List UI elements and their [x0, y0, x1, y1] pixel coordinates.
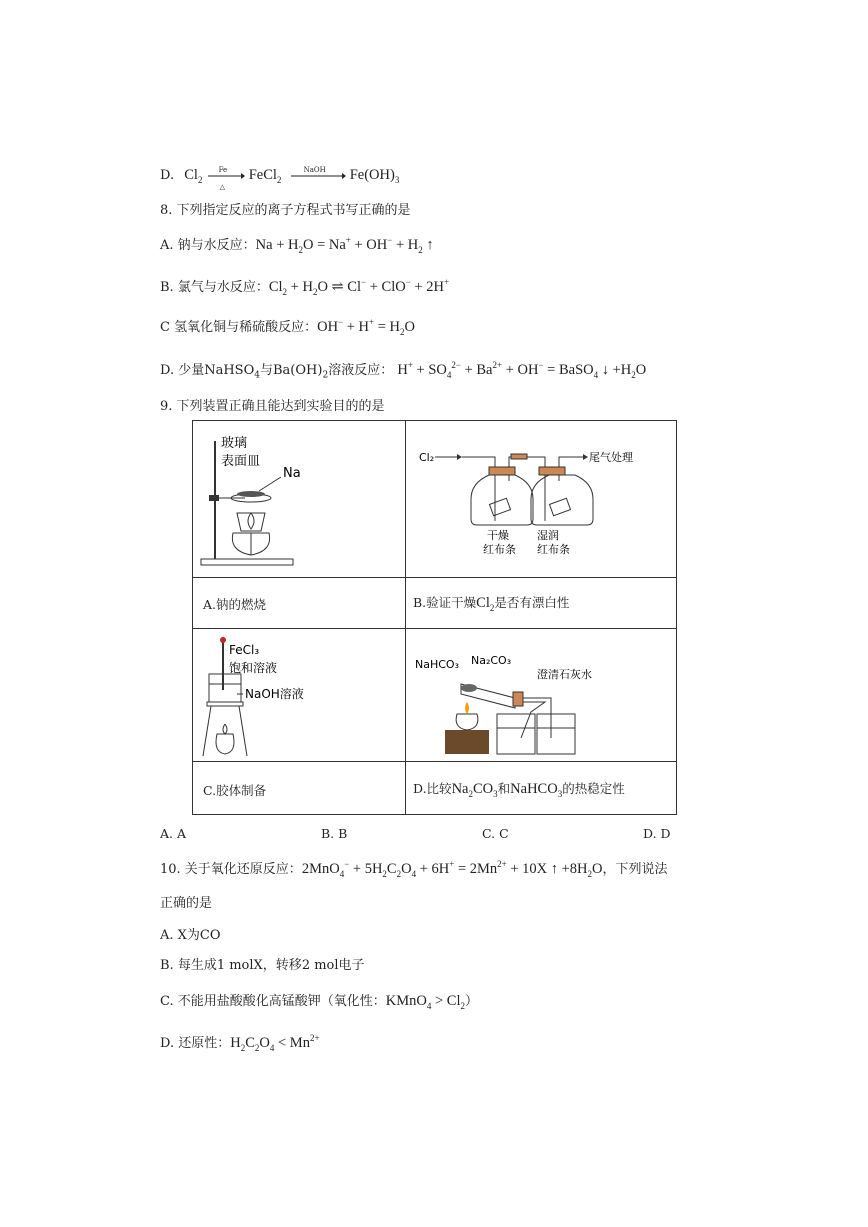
figure-a-label-dish: 表面皿: [221, 454, 261, 469]
q10-stem: 10. 关于氧化还原反应：$2MnO_4^- + 5H_2C_2O_4 + 6H^+ = 2Mn^{2+} + 10X$ ↑ $+8H_2O$，下列说法: [160, 859, 668, 879]
figure-d-thermal-stability: [405, 628, 676, 761]
figure-b-label-cl2: Cl₂: [419, 451, 435, 464]
q9-option-b: B. B: [321, 826, 348, 841]
q9-apparatus-table: [192, 420, 677, 815]
q10-option-b: B. 每生成1 molX，转移2 mol电子: [160, 958, 365, 973]
caption-a: A.钠的燃烧: [203, 597, 267, 612]
figure-b-label-wet: 湿润: [537, 529, 559, 542]
caption-b: B.验证干燥$Cl_2$是否有漂白性: [413, 595, 570, 613]
figure-b-label-dry: 干燥: [487, 529, 509, 542]
figure-a-label-glass: 玻璃: [221, 436, 248, 451]
figure-d-label-nahco3: NaHCO₃: [415, 658, 459, 671]
figure-c-colloid-preparation: [193, 628, 405, 761]
q10-option-a: A. X为CO: [160, 928, 221, 943]
figure-d-label-limewater: 澄清石灰水: [537, 668, 592, 681]
q8-option-c: C 氢氧化铜与稀硫酸反应：$OH^- + H^+ = H_2O$: [160, 317, 415, 337]
q7-option-d: D. $Cl_2$ Fe △ FeCl$_2$ NaOH $Fe(OH)_3$: [160, 165, 400, 191]
q7-feoh3: Fe(OH): [349, 167, 395, 183]
q7-d-label: D.: [160, 168, 175, 183]
figure-a-label-na: Na: [283, 466, 301, 481]
q9-option-a: A. A: [160, 826, 187, 841]
q10-option-d: D. 还原性：$H_2C_2O_4 < Mn^{2+}$: [160, 1033, 320, 1053]
figure-c-label-fecl3: FeCl₃: [229, 643, 260, 657]
q10-stem-line2: 正确的是: [160, 896, 213, 911]
q8-option-b: B. 氯气与水反应：$Cl_2 + H_2O$ ⇌ Cl− + ClO− + 2H+: [160, 277, 450, 297]
q8-option-d: D. 少量NaHSO$_4$与$Ba(OH)_2$溶液反应： $H^+ + SO_4^{2-} + Ba^{2+} + OH^-$ = BaSO$_4$ ↓ $+H_2O$: [160, 360, 647, 381]
q8-stem: 8. 下列指定反应的离子方程式书写正确的是: [160, 203, 411, 218]
caption-c: C.胶体制备: [203, 783, 267, 798]
figure-c-label-naoh: NaOH溶液: [245, 687, 304, 701]
q10-option-c: C. 不能用盐酸酸化高锰酸钾（氧化性：KMnO$_4$ > $Cl_2$）: [160, 993, 478, 1011]
q7-arrow-naoh: NaOH: [290, 169, 346, 183]
q7-cl2: Cl: [184, 167, 198, 183]
figure-b-chlorine-bleaching: [405, 421, 676, 577]
q9-option-d: D. D: [643, 826, 671, 841]
q7-arrow-fe: Fe △: [207, 169, 245, 183]
figure-b-label-wet-cloth: 红布条: [537, 543, 570, 556]
q9-option-c: C. C: [482, 826, 509, 841]
q7-fecl2: FeCl: [248, 167, 277, 183]
caption-d: D.比较$Na_2CO_3$和NaHCO$_3$的热稳定性: [413, 781, 625, 799]
figure-c-label-saturated: 饱和溶液: [229, 661, 278, 675]
q9-stem: 9. 下列装置正确且能达到实验目的的是: [160, 399, 385, 414]
figure-b-label-dry-cloth: 红布条: [483, 543, 516, 556]
q8-option-a: A. 钠与水反应：$Na + H_2O = Na^+ + OH^- + H_2$ ↑: [160, 235, 434, 255]
figure-d-label-na2co3: Na₂CO₃: [471, 654, 512, 667]
figure-b-label-tail: 尾气处理: [589, 451, 633, 464]
figure-a-sodium-combustion: [193, 421, 405, 577]
